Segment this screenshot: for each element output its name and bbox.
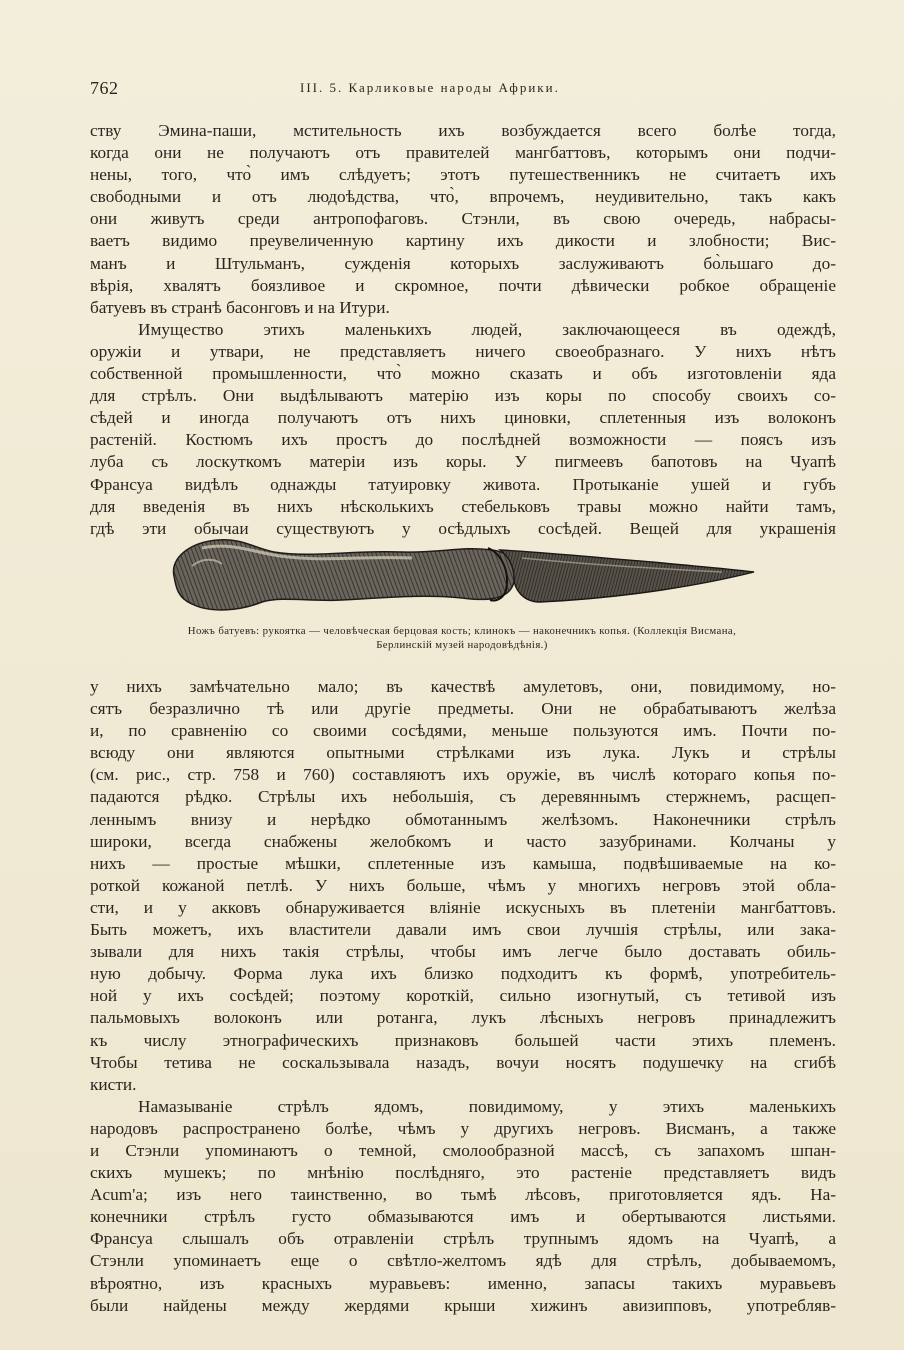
text-line: народовъ распространено болѣе, чѣмъ у другихъ негровъ. Висманъ, а также xyxy=(90,1118,836,1138)
text-line: для введенія въ нихъ нѣсколькихъ стебельковъ травы можно найти тамъ, xyxy=(90,496,836,516)
text-line: Быть можетъ, ихъ властители давали имъ свои лучшія стрѣлы, или зака- xyxy=(90,920,836,940)
caption-line: Ножъ батуевъ: рукоятка — человѣческая берцовая кость; клинокъ — наконечникъ копья. (Коллекція Висмана, xyxy=(187,625,737,637)
text-line: и, по сравненію со своими сосѣдями, меньше пользуются имъ. Почти по- xyxy=(90,721,836,741)
text-line: растеній. Костюмъ ихъ простъ до послѣдней возможности — поясъ изъ xyxy=(90,430,836,450)
text-line: сти, и у акковъ обнаруживается вліяніе искусныхъ въ плетеніи мангбаттовъ. xyxy=(90,897,836,917)
text-line: всюду они являются опытными стрѣлками изъ лука. Лукъ и стрѣлы xyxy=(90,743,836,763)
text-line: ваетъ видимо преувеличенную картину ихъ дикости и злобности; Вис- xyxy=(90,231,836,251)
chapter-header: III. 5. Карликовые народы Африки. xyxy=(300,80,560,95)
text-line: падаются рѣдко. Стрѣлы ихъ небольшія, съ деревяннымъ стержнемъ, расщеп- xyxy=(90,787,836,807)
text-line: луба съ лоскуткомъ матеріи изъ коры. У пигмеевъ бапотовъ на Чуапѣ xyxy=(90,452,836,472)
text-line: широки, всегда снабжены желобкомъ и часто зазубринами. Колчаны у xyxy=(90,831,836,851)
text-line: леннымъ внизу и нерѣдко обмотаннымъ желѣзомъ. Наконечники стрѣлъ xyxy=(90,809,836,829)
text-line: вѣроятно, изъ красныхъ муравьевъ: именно, запасы такихъ муравьевъ xyxy=(90,1273,836,1293)
text-line: были найдены между жердями крыши хижинъ авизипповъ, употребляв- xyxy=(90,1295,836,1315)
caption-line: Берлинскій музей народовѣдѣнія.) xyxy=(376,639,548,651)
text-line: Acum'а; изъ него таинственно, во тьмѣ лѣсовъ, приготовляется ядъ. На- xyxy=(90,1185,836,1205)
text-line: сѣдей и иногда получаютъ отъ нихъ циновки, сплетенныя изъ волоконъ xyxy=(90,408,836,428)
text-line: пальмовыхъ волоконъ или ротанга, лукъ лѣсныхъ негровъ принадлежитъ xyxy=(90,1008,836,1028)
text-line: ную добычу. Форма лука ихъ близко подходитъ къ формѣ, употребитель- xyxy=(90,964,836,984)
text-line: оружіи и утвари, не представляетъ ничего своеобразнаго. У нихъ нѣтъ xyxy=(90,341,836,361)
page-number: 762 xyxy=(90,78,119,98)
figure-caption xyxy=(86,624,838,652)
text-line: Стэнли упоминаетъ еще о свѣтло-желтомъ ядѣ для стрѣлъ, добываемомъ, xyxy=(90,1251,836,1271)
text-line: у нихъ замѣчательно мало; въ качествѣ амулетовъ, они, повидимому, но- xyxy=(90,677,836,696)
text-line: роткой кожаной петлѣ. У нихъ больше, чѣмъ у многихъ негровъ этой обла- xyxy=(90,875,836,895)
text-line: когда они не получаютъ отъ правителей мангбаттовъ, которымъ они подчи- xyxy=(90,143,836,163)
text-line: Франсуа видѣлъ однажды татуировку живота. Протыканіе ушей и губъ xyxy=(90,474,836,494)
text-line: вѣрія, хвалятъ боязливое и скромное, почти дѣвически робкое обращеніе xyxy=(90,275,836,295)
text-line: ной у ихъ сосѣдей; поэтому короткій, сильно изогнутый, съ тетивой изъ xyxy=(90,986,836,1006)
text-line: для стрѣлъ. Они выдѣлываютъ матерію изъ коры по способу своихъ со- xyxy=(90,386,836,406)
text-line: батуевъ въ странѣ басонговъ и на Итури. xyxy=(90,297,390,317)
text-line: гдѣ эти обычаи существуютъ у осѣдлыхъ сосѣдей. Вещей для украшенія xyxy=(90,518,836,538)
text-line: они живутъ среди антропофаговъ. Стэнли, въ свою очередь, набрасы- xyxy=(90,209,836,229)
text-line: нены, того, что̀ имъ слѣдуетъ; этотъ путешественникъ не считаетъ ихъ xyxy=(90,165,836,185)
text-line: Франсуа слышалъ объ отравленіи стрѣлъ трупнымъ ядомъ на Чуапѣ, а xyxy=(90,1229,836,1249)
text-line: ству Эмина-паши, мстительность ихъ возбуждается всего болѣе тогда, xyxy=(90,121,836,140)
text-line: нихъ — простые мѣшки, сплетенные изъ камыша, подвѣшиваемые на ко- xyxy=(90,853,836,873)
running-head xyxy=(90,78,838,102)
body-text-top xyxy=(90,120,836,540)
text-line: Намазываніе стрѣлъ ядомъ, повидимому, у этихъ маленькихъ xyxy=(138,1096,836,1116)
text-line: зывали для нихъ такія стрѣлы, чтобы имъ легче было доставать обиль- xyxy=(90,942,836,962)
text-line: скихъ мушекъ; по мнѣнію послѣдняго, это растеніе представляетъ видъ xyxy=(90,1163,836,1183)
text-line: кисти. xyxy=(90,1074,137,1094)
text-line: сятъ безразлично тѣ или другіе предметы. Они не обрабатываютъ желѣза xyxy=(90,699,836,719)
knife-illustration xyxy=(162,528,762,624)
knife-engraving xyxy=(162,528,762,624)
text-line: (см. рис., стр. 758 и 760) составляютъ ихъ оружіе, въ числѣ котораго копья по- xyxy=(90,765,836,785)
text-line: къ числу этнографическихъ признаковъ большей части этихъ племенъ. xyxy=(90,1030,836,1050)
text-line: и Стэнли упоминаютъ о темной, смолообразной массѣ, съ запахомъ шпан- xyxy=(90,1140,836,1160)
body-text-bottom xyxy=(90,676,836,1317)
text-line: конечники стрѣлъ густо обмазываются имъ и обертываются листьями. xyxy=(90,1207,836,1227)
text-line: собственной промышленности, что̀ можно сказать и объ изготовленіи яда xyxy=(90,364,836,384)
text-line: Имущество этихъ маленькихъ людей, заключающееся въ одеждѣ, xyxy=(138,319,836,339)
text-line: Чтобы тетива не соскальзывала назадъ, вочуи носятъ подушечку на сгибѣ xyxy=(90,1052,836,1072)
text-line: свободными и отъ людоѣдства, что̀, впрочемъ, неудивительно, такъ какъ xyxy=(90,187,836,207)
text-line: манъ и Штульманъ, сужденія которыхъ заслуживаютъ бо̀льшаго до- xyxy=(90,253,836,273)
